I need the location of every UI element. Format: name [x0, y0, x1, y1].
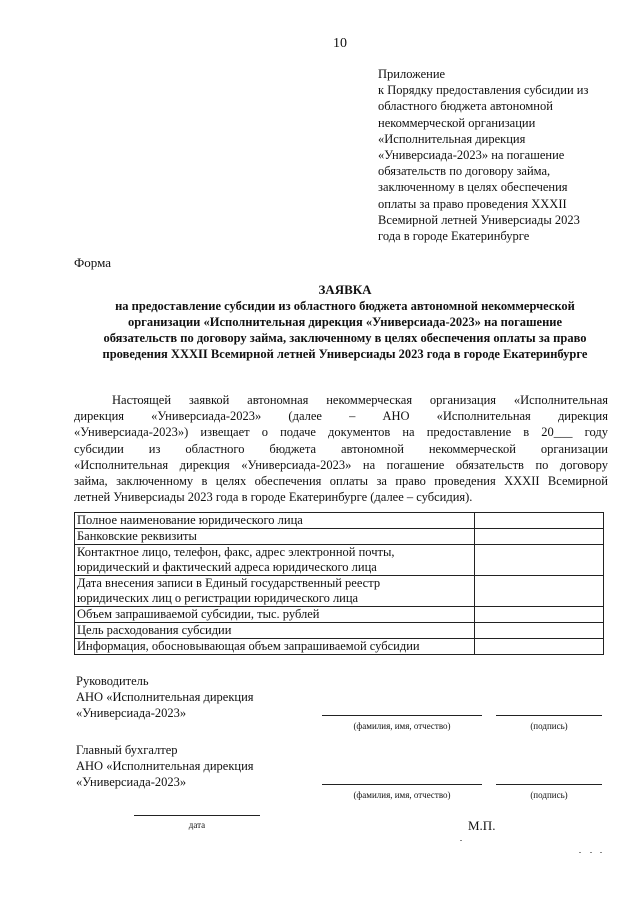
- appendix-line: Приложение: [378, 67, 446, 81]
- paragraph-line: дирекция «Универсиада-2023» (далее – АНО «Исполнительная дирекция: [74, 409, 608, 424]
- scan-speck: [460, 840, 462, 841]
- row-label-line: Информация, обосновывающая объем запрашиваемой субсидии: [77, 639, 420, 653]
- row-value-cell[interactable]: [475, 607, 604, 623]
- accountant-label-line: «Универсиада-2023»: [76, 775, 187, 789]
- appendix-line: года в городе Екатеринбурге: [378, 229, 530, 244]
- paragraph-line: займа, заключенному в целях обеспечения оплаты за право проведения XXXII Всемирной: [74, 474, 608, 489]
- accountant-name-caption: (фамилия, имя, отчество): [353, 790, 451, 800]
- row-label-cell: [75, 576, 475, 607]
- paragraph-line: субсидии из областного бюджета автономной некоммерческой организации: [74, 441, 608, 456]
- accountant-signature-label: [76, 742, 254, 790]
- row-value-cell[interactable]: [475, 529, 604, 545]
- director-signature-caption: (подпись): [530, 721, 568, 731]
- row-value-cell[interactable]: [475, 639, 604, 655]
- row-label-cell: [75, 639, 475, 655]
- paragraph-line: Настоящей заявкой автономная некоммерческая организация «Исполнительная: [112, 393, 608, 407]
- row-label-line: юридический и фактический адреса юридического лица: [77, 560, 377, 574]
- row-label-line: Контактное лицо, телефон, факс, адрес электронной почты,: [77, 545, 395, 559]
- table-row: [75, 529, 604, 545]
- paragraph-line: «Универсиада-2023») извещает о подаче документов на предоставление в 20___ году: [74, 425, 608, 440]
- accountant-label-line: Главный бухгалтер: [76, 743, 178, 757]
- row-value-cell[interactable]: [475, 513, 604, 529]
- table-row: [75, 639, 604, 655]
- date-line[interactable]: [134, 815, 260, 816]
- subtitle-line: проведения XXXII Всемирной летней Универсиады 2023 года в городе Екатеринбурге: [102, 347, 588, 361]
- row-label-cell: [75, 513, 475, 529]
- date-caption: дата: [188, 820, 206, 830]
- row-label-line: Дата внесения записи в Единый государственный реестр: [77, 576, 381, 590]
- row-label-line: юридических лиц о регистрации юридического лица: [77, 591, 359, 605]
- row-label-cell: [75, 623, 475, 639]
- row-label-cell: [75, 545, 475, 576]
- director-label-line: Руководитель: [76, 674, 149, 688]
- table-row: [75, 513, 604, 529]
- row-label-cell: [75, 529, 475, 545]
- row-value-cell[interactable]: [475, 576, 604, 607]
- table-row: [75, 607, 604, 623]
- appendix-line: оплаты за право проведения XXXII: [378, 196, 567, 211]
- row-label-cell: [75, 607, 475, 623]
- accountant-label-line: АНО «Исполнительная дирекция: [76, 759, 254, 773]
- stamp-label: М.П.: [468, 818, 496, 833]
- director-signature-label: [76, 673, 254, 721]
- paragraph-line: «Исполнительная дирекция «Универсиада-2023» на погашение обязательств по договору: [74, 457, 608, 472]
- row-value-cell[interactable]: [475, 623, 604, 639]
- director-signature-line[interactable]: [496, 715, 602, 716]
- accountant-signature-caption: (подпись): [530, 790, 568, 800]
- paragraph-line: летней Универсиады 2023 года в городе Екатеринбурге (далее – субсидия).: [74, 490, 473, 505]
- director-name-caption: (фамилия, имя, отчество): [353, 721, 451, 731]
- appendix-line: «Универсиада-2023» на погашение: [378, 148, 565, 163]
- application-info-table: [74, 512, 604, 655]
- director-name-line[interactable]: [322, 715, 482, 716]
- row-label-line: Цель расходования субсидии: [77, 623, 232, 637]
- scan-speck: [579, 852, 581, 853]
- form-label: Форма: [74, 255, 111, 270]
- director-label-line: «Универсиада-2023»: [76, 706, 187, 720]
- table-row: [75, 545, 604, 576]
- appendix-line: к Порядку предоставления субсидии из: [378, 83, 589, 98]
- subtitle-line: организации «Исполнительная дирекция «Универсиада-2023» на погашение: [127, 315, 563, 329]
- accountant-name-line[interactable]: [322, 784, 482, 785]
- main-paragraph: [74, 392, 608, 505]
- appendix-line: Всемирной летней Универсиады 2023: [378, 212, 580, 227]
- appendix-line: обязательств по договору займа,: [378, 164, 551, 179]
- scan-speck: [600, 852, 602, 853]
- document-subtitle: [56, 298, 634, 362]
- row-value-cell[interactable]: [475, 545, 604, 576]
- page-number: 10: [333, 36, 347, 51]
- director-label-line: АНО «Исполнительная дирекция: [76, 690, 254, 704]
- subtitle-line: обязательств по договору займа, заключенному в целях обеспечения оплаты за право: [103, 331, 587, 345]
- appendix-line: некоммерческой организации: [378, 115, 536, 130]
- row-label-line: Банковские реквизиты: [77, 529, 197, 543]
- scan-speck: [590, 852, 592, 853]
- row-label-line: Объем запрашиваемой субсидии, тыс. рублей: [77, 607, 320, 621]
- appendix-line: «Исполнительная дирекция: [378, 131, 526, 146]
- table-row: [75, 576, 604, 607]
- appendix-line: областного бюджета автономной: [378, 99, 553, 114]
- row-label-line: Полное наименование юридического лица: [77, 513, 303, 527]
- accountant-signature-line[interactable]: [496, 784, 602, 785]
- table-row: [75, 623, 604, 639]
- appendix-header: [378, 66, 628, 244]
- document-title: ЗАЯВКА: [318, 282, 372, 297]
- appendix-line: заключенному в целях обеспечения: [378, 180, 568, 195]
- subtitle-line: на предоставление субсидии из областного бюджета автономной некоммерческой: [115, 299, 575, 313]
